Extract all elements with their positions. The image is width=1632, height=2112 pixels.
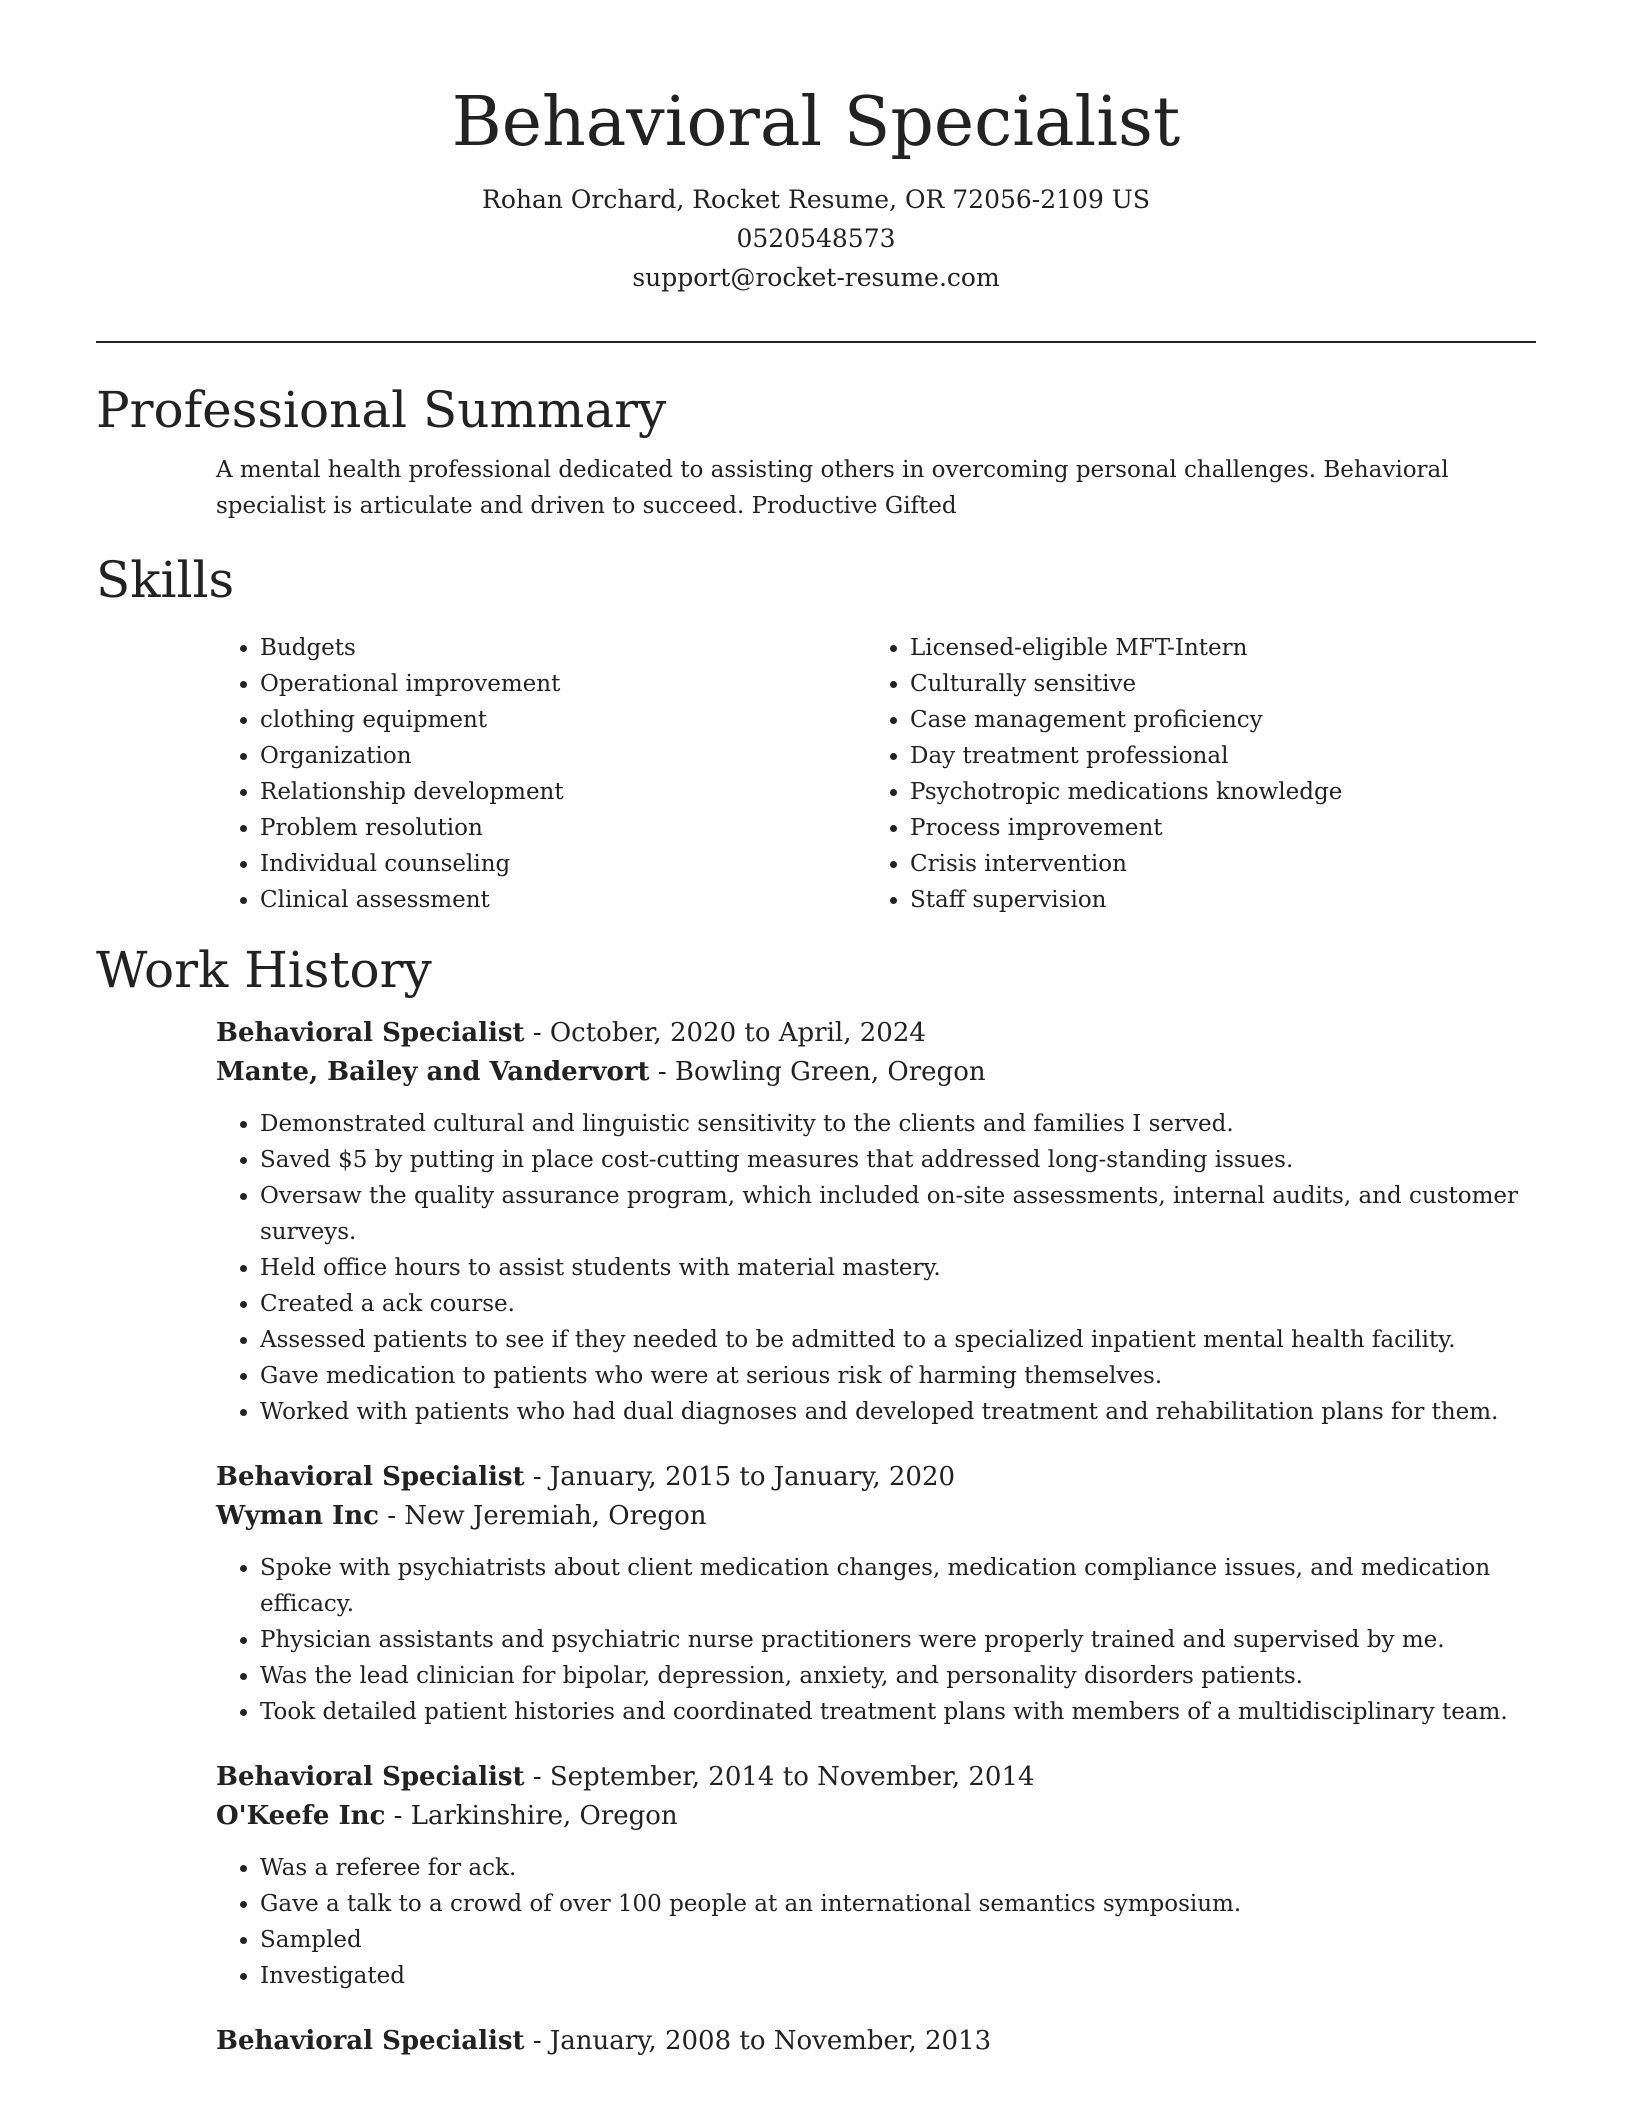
job-title: Behavioral Specialist — [216, 1018, 525, 1048]
work-history-heading: Work History — [96, 941, 432, 999]
resume-header — [0, 0, 1632, 297]
job-title: Behavioral Specialist — [216, 1462, 525, 1492]
job-title-line — [216, 2022, 1536, 2061]
skill-item: • Clinical assessment — [260, 882, 866, 918]
resume-name: Behavioral Specialist — [451, 83, 1181, 162]
skills-heading: Skills — [96, 551, 235, 609]
job-location: - New Jeremiah, Oregon — [378, 1501, 707, 1531]
job-company: Wyman Inc — [216, 1501, 379, 1531]
summary-text: A mental health professional dedicated to assisting others in overcoming personal challenges. Behavioral specialist is articulate and driven to succeed. Productive Gifted — [216, 457, 1449, 519]
job-entry — [216, 1458, 1536, 1730]
contact-phone: 0520548573 — [736, 223, 896, 253]
header-divider — [96, 341, 1536, 343]
job-title-line — [216, 1458, 1536, 1497]
job-title-line — [216, 1758, 1536, 1797]
job-bullet: • Gave a talk to a crowd of over 100 people at an international semantics symposium. — [260, 1886, 1536, 1922]
job-company-line — [216, 1797, 1536, 1836]
job-company-line — [216, 1053, 1536, 1092]
job-bullet: • Spoke with psychiatrists about client medication changes, medication compliance issues, and medication efficacy. — [260, 1550, 1536, 1622]
summary-section — [96, 380, 1536, 524]
skills-list-right — [866, 630, 1516, 918]
skills-grid — [216, 630, 1536, 918]
job-bullet: • Investigated — [260, 1958, 1536, 1994]
job-title: Behavioral Specialist — [216, 2026, 525, 2056]
skills-column-left — [216, 630, 866, 918]
job-bullet: • Was a referee for ack. — [260, 1850, 1536, 1886]
job-company: O'Keefe Inc — [216, 1801, 386, 1831]
skill-item: • Organization — [260, 738, 866, 774]
skill-item: • Case management proficiency — [910, 702, 1516, 738]
job-bullet: • Physician assistants and psychiatric nurse practitioners were properly trained and supervised by me. — [260, 1622, 1536, 1658]
job-bullet: • Gave medication to patients who were at serious risk of harming themselves. — [260, 1358, 1536, 1394]
job-bullets — [216, 1850, 1536, 1994]
job-list — [216, 1014, 1536, 2061]
skills-list-left — [216, 630, 866, 918]
skill-item: • Individual counseling — [260, 846, 866, 882]
job-dates: - October, 2020 to April, 2024 — [524, 1018, 926, 1048]
job-bullet: • Oversaw the quality assurance program, which included on-site assessments, internal audits, and customer surveys. — [260, 1178, 1536, 1250]
skills-section — [96, 550, 1536, 918]
job-bullets — [216, 1106, 1536, 1430]
job-location: - Bowling Green, Oregon — [649, 1057, 986, 1087]
job-location: - Larkinshire, Oregon — [385, 1801, 678, 1831]
work-history-section — [96, 940, 1536, 2061]
skill-item: • Crisis intervention — [910, 846, 1516, 882]
job-dates: - January, 2015 to January, 2020 — [524, 1462, 956, 1492]
skills-column-right — [866, 630, 1516, 918]
job-title: Behavioral Specialist — [216, 1762, 525, 1792]
job-bullet: • Took detailed patient histories and coordinated treatment plans with members of a multidisciplinary team. — [260, 1694, 1536, 1730]
job-entry — [216, 1014, 1536, 1430]
job-company: Mante, Bailey and Vandervort — [216, 1057, 650, 1087]
contact-email: support@rocket-resume.com — [632, 262, 1000, 292]
skill-item: • Staff supervision — [910, 882, 1516, 918]
job-bullet: • Sampled — [260, 1922, 1536, 1958]
job-entry — [216, 1758, 1536, 1994]
skill-item: • Relationship development — [260, 774, 866, 810]
job-bullet: • Demonstrated cultural and linguistic sensitivity to the clients and families I served. — [260, 1106, 1536, 1142]
job-bullet: • Saved $5 by putting in place cost-cutting measures that addressed long-standing issues. — [260, 1142, 1536, 1178]
job-bullet: • Was the lead clinician for bipolar, depression, anxiety, and personality disorders patients. — [260, 1658, 1536, 1694]
job-title-line — [216, 1014, 1536, 1053]
skill-item: • Operational improvement — [260, 666, 866, 702]
job-entry — [216, 2022, 1536, 2061]
job-company-line — [216, 1497, 1536, 1536]
job-bullet: • Created a ack course. — [260, 1286, 1536, 1322]
contact-block — [0, 180, 1632, 297]
skill-item: • Licensed-eligible MFT-Intern — [910, 630, 1516, 666]
job-dates: - September, 2014 to November, 2014 — [524, 1762, 1035, 1792]
job-dates: - January, 2008 to November, 2013 — [524, 2026, 992, 2056]
skill-item: • Culturally sensitive — [910, 666, 1516, 702]
skill-item: • Budgets — [260, 630, 866, 666]
skill-item: • Day treatment professional — [910, 738, 1516, 774]
job-bullet: • Held office hours to assist students with material mastery. — [260, 1250, 1536, 1286]
job-bullet: • Assessed patients to see if they needed to be admitted to a specialized inpatient mental health facility. — [260, 1322, 1536, 1358]
skill-item: • Process improvement — [910, 810, 1516, 846]
skill-item: • Problem resolution — [260, 810, 866, 846]
job-bullet: • Worked with patients who had dual diagnoses and developed treatment and rehabilitation plans for them. — [260, 1394, 1536, 1430]
skill-item: • clothing equipment — [260, 702, 866, 738]
summary-heading: Professional Summary — [96, 381, 667, 439]
resume-content — [96, 380, 1536, 2089]
skill-item: • Psychotropic medications knowledge — [910, 774, 1516, 810]
job-bullets — [216, 1550, 1536, 1730]
contact-address: Rohan Orchard, Rocket Resume, OR 72056-2109 US — [482, 184, 1150, 214]
